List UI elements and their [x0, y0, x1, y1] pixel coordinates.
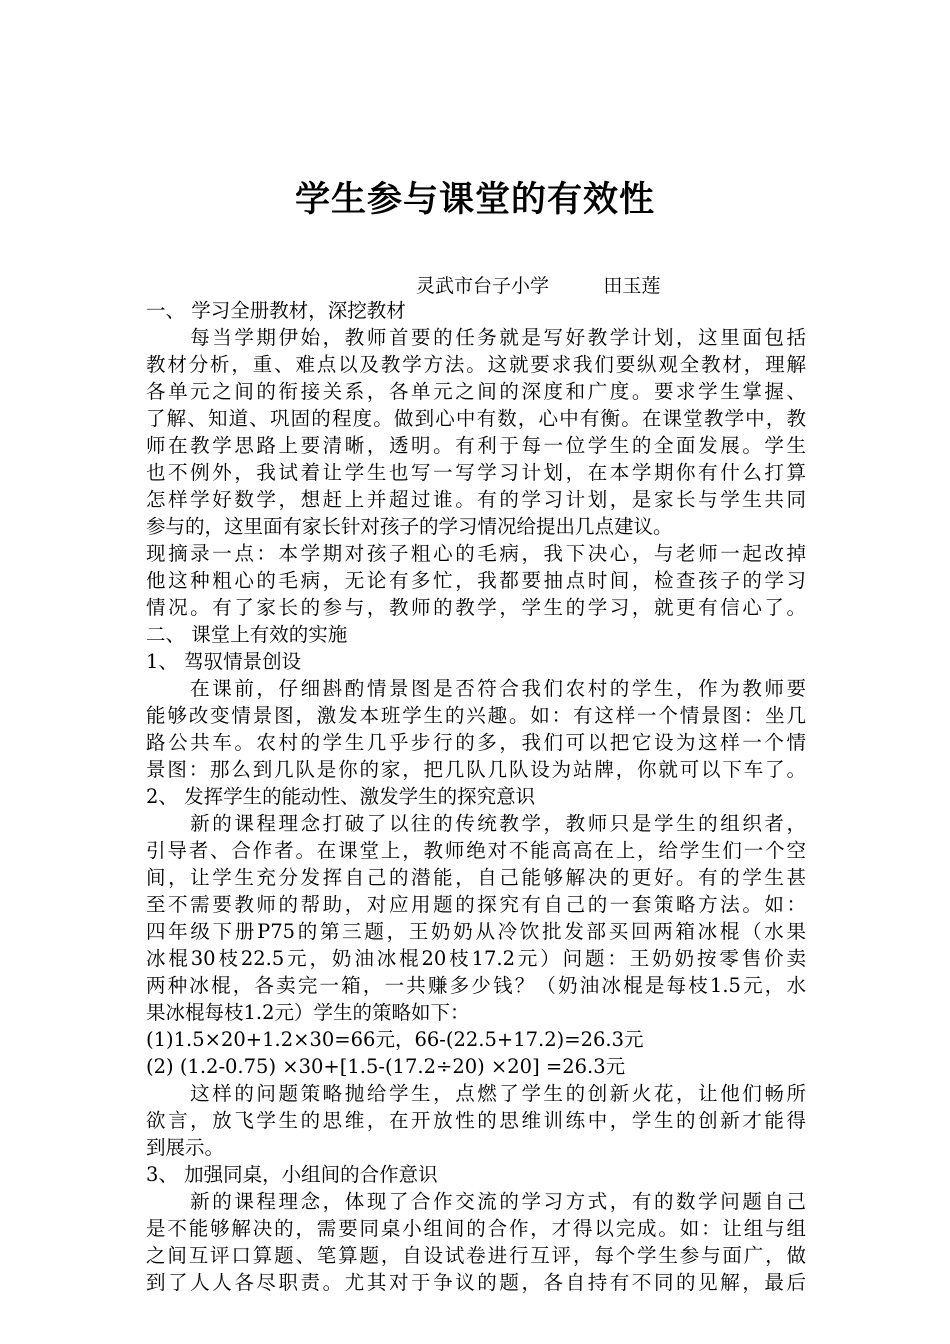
text-line: 他这种粗心的毛病，无论有多忙，我都要抽点时间，检查孩子的学习: [146, 569, 806, 592]
text-line: 到了人人各尽职责。尤其对于争议的题，各自持有不同的见解，最后: [146, 1271, 806, 1294]
text-line: 在课前，仔细斟酌情景图是否符合我们农村的学生，作为教师要: [146, 677, 806, 700]
text-line: (2) (1.2-0.75) ×30+[1.5-(17.2÷20) ×20] =26.3元: [146, 1055, 626, 1078]
text-line: 四年级下册P75的第三题，王奶奶从冷饮批发部买回两箱冰棍（水果: [146, 920, 806, 943]
text-line: 参与的，这里面有家长针对孩子的学习情况给提出几点建议。: [146, 515, 673, 538]
text-line: 冰棍30枝22.5元，奶油冰棍20枝17.2元）问题：王奶奶按零售价卖: [146, 947, 806, 970]
text-line: 到展示。: [146, 1136, 225, 1159]
text-line: 新的课程理念打破了以往的传统教学，教师只是学生的组织者，: [146, 812, 806, 835]
text-line: 欲言，放飞学生的思维，在开放性的思维训练中，学生的创新才能得: [146, 1109, 806, 1132]
text-line: 这样的问题策略抛给学生，点燃了学生的创新火花，让他们畅所: [146, 1082, 806, 1105]
author-line: [416, 272, 660, 300]
text-line: 每当学期伊始，教师首要的任务就是写好教学计划，这里面包括: [146, 326, 806, 349]
text-line: 2、 发挥学生的能动性、激发学生的探究意识: [146, 785, 536, 808]
document-body: [146, 297, 806, 1296]
text-line: 路公共车。农村的学生几乎步行的多，我们可以把它设为这样一个情: [146, 731, 806, 754]
text-line: 也不例外，我试着让学生也写一写学习计划，在本学期你有什么打算: [146, 461, 806, 484]
text-line: 是不能够解决的，需要同桌小组间的合作，才得以完成。如：让组与组: [146, 1217, 806, 1240]
text-line: 了解、知道、巩固的程度。做到心中有数，心中有衡。在课堂教学中，教: [146, 407, 806, 430]
text-line: 新的课程理念，体现了合作交流的学习方式，有的数学问题自己: [146, 1190, 806, 1213]
text-line: 两种冰棍，各卖完一箱，一共赚多少钱？（奶油冰棍是每枝1.5元，水: [146, 974, 806, 997]
text-line: 3、 加强同桌，小组间的合作意识: [146, 1163, 438, 1186]
text-line: 师在教学思路上要清晰，透明。有利于每一位学生的全面发展。学生: [146, 434, 806, 457]
author-name: 田玉莲: [603, 275, 661, 297]
text-line: 果冰棍每枝1.2元）学生的策略如下：: [146, 1001, 470, 1024]
text-line: 一、 学习全册教材，深挖教材: [146, 299, 406, 322]
text-line: 1、 驾驭情景创设: [146, 650, 302, 673]
text-line: 情况。有了家长的参与，教师的教学，学生的学习，就更有信心了。: [146, 596, 806, 619]
text-line: 各单元之间的衔接关系，各单元之间的深度和广度。要求学生掌握、: [146, 380, 806, 403]
text-line: 至不需要教师的帮助，对应用题的探究有自己的一套策略方法。如：: [146, 893, 806, 916]
text-line: 能够改变情景图，激发本班学生的兴趣。如：有这样一个情景图：坐几: [146, 704, 806, 727]
text-line: 之间互评口算题、笔算题，自设试卷进行互评，每个学生参与面广，做: [146, 1244, 806, 1267]
text-line: 怎样学好数学，想赶上并超过谁。有的学习计划，是家长与学生共同: [146, 488, 806, 511]
document-title: 学生参与课堂的有效性: [294, 180, 655, 220]
text-line: 二、 课堂上有效的实施: [146, 623, 348, 646]
text-line: 间，让学生充分发挥自己的潜能，自己能够解决的更好。有的学生甚: [146, 866, 806, 889]
text-line: 教材分析，重、难点以及教学方法。这就要求我们要纵观全教材，理解: [146, 353, 806, 376]
text-line: 引导者、合作者。在课堂上，教师绝对不能高高在上，给学生们一个空: [146, 839, 806, 862]
text-line: 现摘录一点：本学期对孩子粗心的毛病，我下决心，与老师一起改掉: [146, 542, 806, 565]
text-line: 景图：那么到几队是你的家，把几队几队设为站牌，你就可以下车了。: [146, 758, 806, 781]
author-school: 灵武市台子小学: [416, 275, 550, 297]
text-line: (1)1.5×20+1.2×30=66元，66-(22.5+17.2)=26.3元: [146, 1028, 644, 1051]
